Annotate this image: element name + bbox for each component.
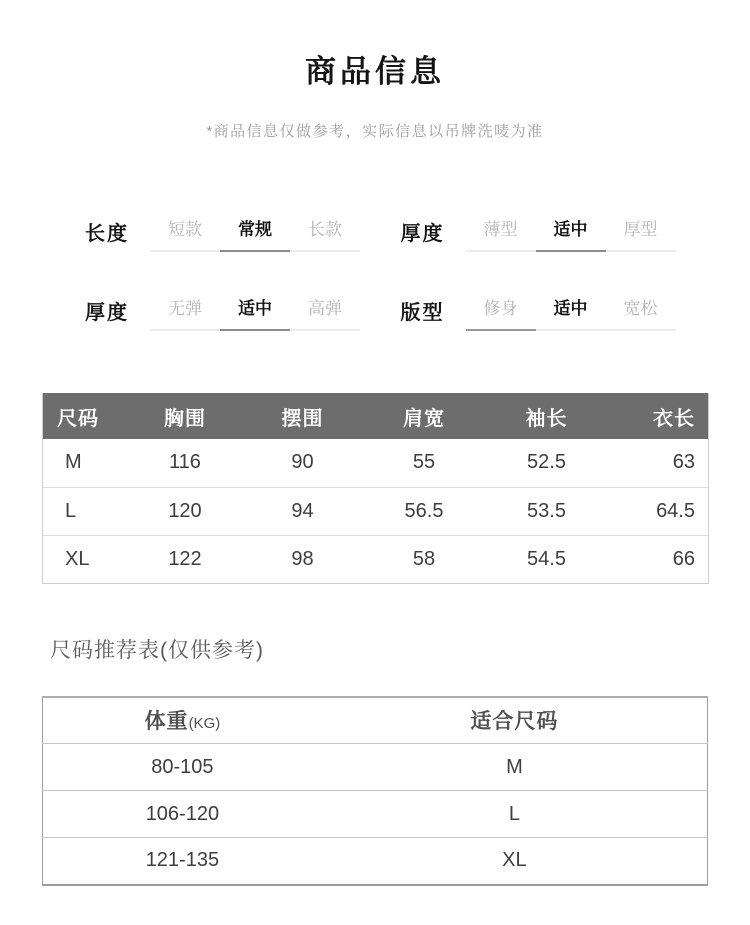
fit-size-cell: L — [322, 791, 708, 838]
size-cell: 54.5 — [486, 535, 608, 583]
attr-option-high-stretch[interactable]: 高弹 — [290, 294, 360, 331]
fit-size-cell: M — [322, 744, 708, 791]
size-cell: 55 — [412, 451, 436, 474]
attr-option-regular[interactable]: 常规 — [220, 215, 290, 252]
size-table-row-m — [43, 439, 709, 487]
size-table-header-length: 衣长 — [608, 393, 709, 439]
size-cell: 90 — [291, 451, 314, 474]
weight-header-label: 体重 — [144, 710, 189, 734]
size-table-row-l — [43, 487, 709, 535]
weight-unit-label: (KG) — [188, 715, 221, 733]
size-table-header-size: 尺码 — [43, 393, 128, 439]
weight-range-cell: 80-105 — [43, 744, 322, 791]
size-table-header-hem: 摆围 — [243, 393, 363, 439]
size-table — [42, 393, 709, 584]
weight-header-cell — [43, 697, 322, 744]
attr-option-short[interactable]: 短款 — [150, 215, 220, 252]
weight-size-row — [43, 791, 708, 838]
size-table-header-row — [43, 393, 709, 439]
size-table-header-shoulder: 肩宽 — [363, 393, 486, 439]
size-table-row-xl — [43, 535, 709, 583]
attribute-grid — [85, 215, 700, 331]
attr-group-elasticity — [85, 294, 385, 331]
size-cell: 64.5 — [608, 487, 709, 535]
size-cell: 66 — [608, 535, 709, 583]
attr-options-thickness — [466, 215, 676, 252]
attr-group-fit — [401, 294, 701, 331]
attr-option-medium-thick[interactable]: 适中 — [536, 215, 606, 252]
size-cell: 58 — [363, 535, 486, 583]
size-cell: 122 — [128, 535, 243, 583]
disclaimer-text: *商品信息仅做参考，实际信息以吊牌洗唛为准 — [206, 123, 544, 140]
size-cell: M — [65, 451, 82, 474]
attr-label-length: 长度 — [85, 223, 129, 245]
weight-size-header-row — [43, 697, 708, 744]
attr-option-thick[interactable]: 厚型 — [606, 215, 676, 252]
recommend-section-title: 尺码推荐表(仅供参考) — [50, 638, 264, 662]
attr-options-fit — [466, 294, 676, 331]
attr-option-medium-stretch[interactable]: 适中 — [220, 294, 290, 331]
attr-label-thickness: 厚度 — [400, 223, 445, 245]
attr-group-thickness — [401, 215, 701, 252]
size-cell: 63 — [672, 451, 695, 474]
size-table-header-bust: 胸围 — [128, 393, 243, 439]
attr-option-medium-fit[interactable]: 适中 — [536, 294, 606, 331]
size-table-header-sleeve: 袖长 — [486, 393, 608, 439]
fit-size-cell: XL — [322, 838, 708, 885]
attr-option-long[interactable]: 长款 — [290, 215, 360, 252]
attr-option-slim[interactable]: 修身 — [466, 294, 536, 331]
attr-option-no-stretch[interactable]: 无弹 — [150, 294, 220, 331]
size-cell: 94 — [243, 487, 363, 535]
attr-options-length — [150, 215, 360, 252]
size-cell: 53.5 — [486, 487, 608, 535]
size-cell: XL — [43, 535, 128, 583]
weight-range-cell: 106-120 — [43, 791, 322, 838]
size-cell: 116 — [169, 451, 201, 474]
weight-range-cell: 121-135 — [43, 838, 322, 885]
attr-group-length — [85, 215, 385, 252]
size-cell: 52.5 — [527, 451, 566, 474]
attr-label-elasticity: 厚度 — [85, 302, 129, 324]
size-cell: 120 — [128, 487, 243, 535]
page-title: 商品信息 — [305, 54, 445, 89]
size-cell: 56.5 — [363, 487, 486, 535]
attr-options-elasticity — [150, 294, 360, 331]
attr-option-thin[interactable]: 薄型 — [466, 215, 536, 252]
weight-size-row — [43, 838, 708, 885]
weight-size-row — [43, 744, 708, 791]
attr-option-loose[interactable]: 宽松 — [606, 294, 676, 331]
weight-size-table — [42, 696, 708, 886]
size-cell: 98 — [243, 535, 363, 583]
attr-label-fit: 版型 — [400, 302, 445, 324]
fit-size-header-cell: 适合尺码 — [470, 710, 559, 734]
size-cell: L — [43, 487, 128, 535]
